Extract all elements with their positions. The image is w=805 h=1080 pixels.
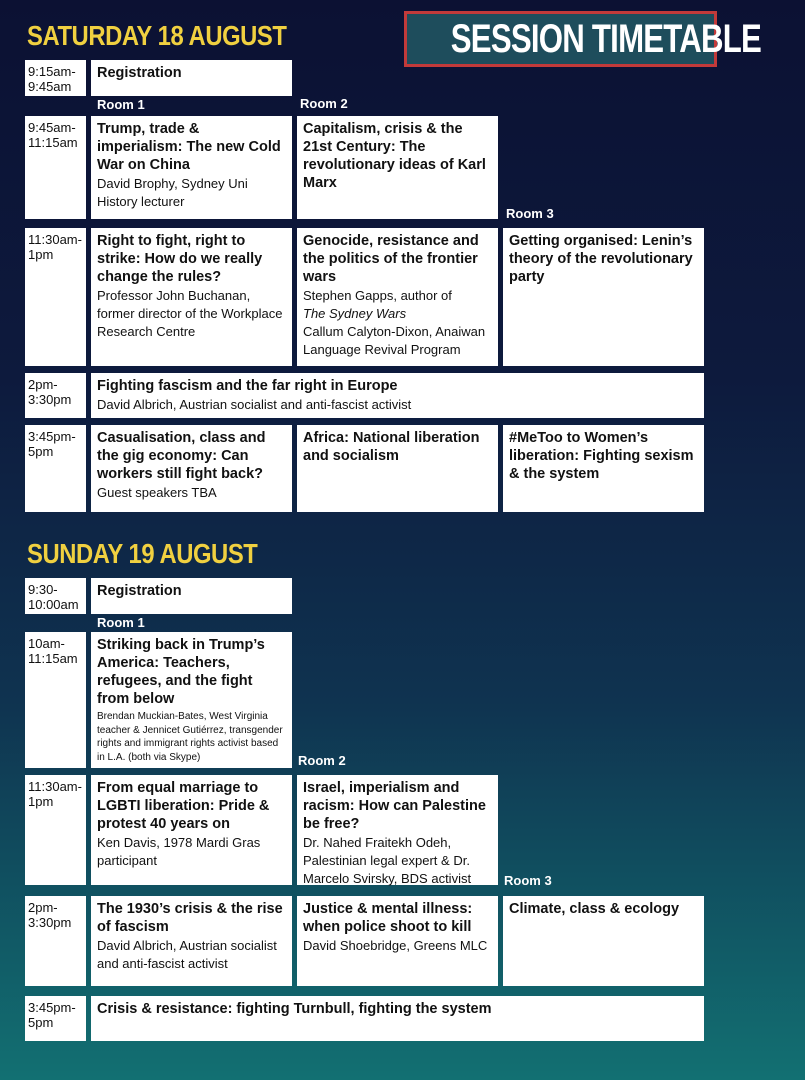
session-card [91,632,292,768]
session-title: Casualisation, class and the gig economy: Can workers still fight back? [97,430,266,482]
session-title: Registration [97,583,182,599]
session-card [297,896,498,986]
session-speakers: Brendan Muckian-Bates, West Virginia teacher & Jennicet Gutiérrez, transgender rights and immigrant rights activist based in L.A. (both via Skype) [97,711,283,763]
session-card [91,996,704,1041]
room-label-3: Room 3 [504,873,552,888]
badge-label: SESSION TIMETABLE [450,17,762,61]
room-label-3: Room 3 [506,206,554,221]
session-card [297,775,498,885]
time-cell: 9:30- 10:00am [25,578,86,614]
session-title: Crisis & resistance: fighting Turnbull, fighting the system [97,1001,492,1017]
room-label-1: Room 1 [97,97,145,112]
session-timetable-badge [404,11,762,67]
session-title: #MeToo to Women’s liberation: Fighting sexism & the system [509,430,694,482]
time-cell: 9:45am- 11:15am [25,116,86,219]
session-title: Fighting fascism and the far right in Europe [97,378,398,394]
book-title: The Sydney Wars [303,306,407,321]
session-card [503,228,704,366]
session-card [91,896,292,986]
session-speakers: Ken Davis, 1978 Mardi Gras participant [97,835,261,868]
session-card [503,425,704,512]
session-title: Climate, class & ecology [509,901,680,917]
room-label-1: Room 1 [97,615,145,630]
room-label-2: Room 2 [298,753,346,768]
session-title: Registration [97,65,182,81]
session-card [91,116,292,219]
session-title: Trump, trade & imperialism: The new Cold War on China [97,121,281,173]
session-card [503,896,704,986]
room-label-2: Room 2 [300,96,348,111]
session-title: The 1930’s crisis & the rise of fascism [97,901,283,935]
session-card [297,228,498,366]
session-speakers [303,287,492,359]
session-card [91,425,292,512]
session-title: Capitalism, crisis & the 21st Century: The revolutionary ideas of Karl Marx [303,121,486,191]
time-cell: 2pm- 3:30pm [25,896,86,986]
sunday-heading: SUNDAY 19 AUGUST [27,538,258,569]
session-card [297,116,498,219]
time-cell: 11:30am- 1pm [25,775,86,885]
session-card [91,373,704,418]
time-cell: 11:30am- 1pm [25,228,86,366]
session-card [91,228,292,366]
session-speakers: Guest speakers TBA [97,485,217,500]
time-cell: 10am- 11:15am [25,632,86,768]
session-speakers: David Albrich, Austrian socialist and anti-fascist activist [97,938,277,971]
time-cell: 3:45pm- 5pm [25,425,86,512]
session-title: Genocide, resistance and the politics of the frontier wars [303,233,479,285]
time-cell: 9:15am- 9:45am [25,60,86,96]
session-speakers: David Shoebridge, Greens MLC [303,938,488,953]
session-title: Israel, imperialism and racism: How can Palestine be free? [303,780,486,832]
session-speakers: David Albrich, Austrian socialist and anti-fascist activist [97,397,412,412]
registration-session [91,60,292,96]
saturday-heading: SATURDAY 18 AUGUST [27,20,287,51]
session-card [91,775,292,885]
registration-session [91,578,292,614]
session-title: Justice & mental illness: when police shoot to kill [303,901,473,935]
session-title: Striking back in Trump’s America: Teachers, refugees, and the fight from below [97,637,265,707]
session-title: Right to fight, right to strike: How do we really change the rules? [97,233,263,285]
session-speakers: Professor John Buchanan, former director of the Workplace Research Centre [97,288,283,339]
session-card [297,425,498,512]
speaker-text: Callum Calyton-Dixon, Anaiwan Language Revival Program [303,324,486,357]
session-title: Getting organised: Lenin’s theory of the revolutionary party [509,233,693,285]
session-title: Africa: National liberation and socialism [303,430,480,464]
session-speakers: David Brophy, Sydney Uni History lecturer [97,176,248,209]
session-speakers: Dr. Nahed Fraitekh Odeh, Palestinian legal expert & Dr. Marcelo Svirsky, BDS activist [303,835,472,886]
speaker-text: Stephen Gapps, author of [303,288,452,303]
session-title: From equal marriage to LGBTI liberation: Pride & protest 40 years on [97,780,270,832]
time-cell: 3:45pm- 5pm [25,996,86,1041]
time-cell: 2pm- 3:30pm [25,373,86,418]
